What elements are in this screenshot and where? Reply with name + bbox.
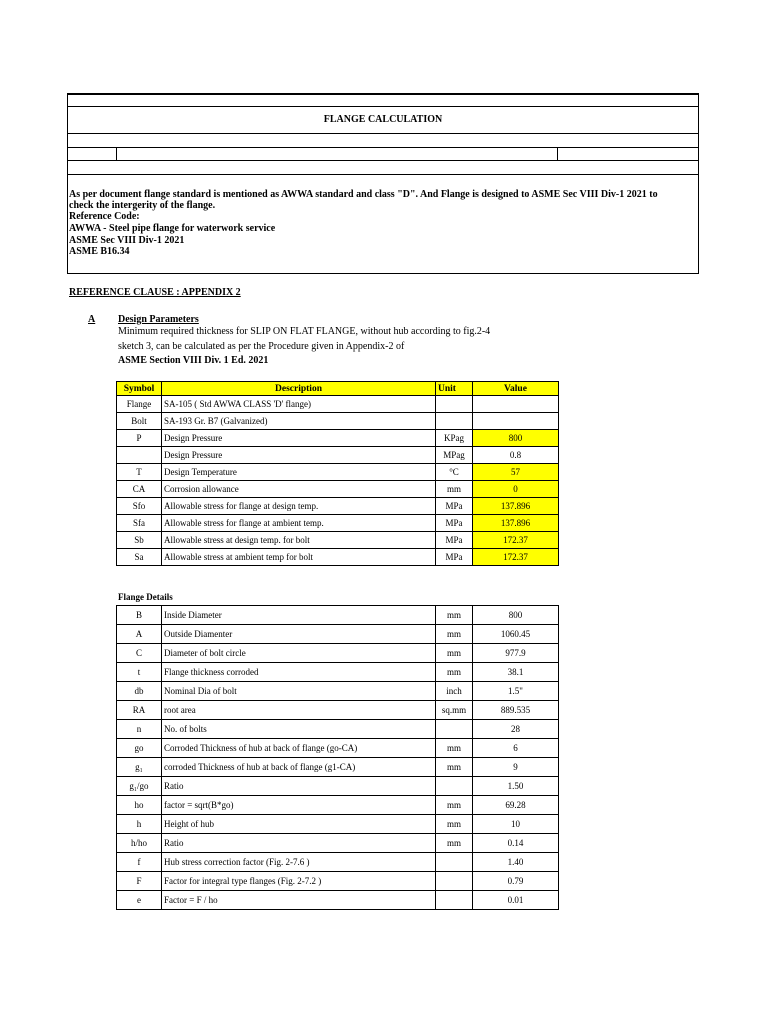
cell-description: Outside Diamenter (162, 625, 436, 644)
cell-description: Allowable stress for flange at design temp. (162, 498, 436, 515)
cell-value: 800 (473, 606, 559, 625)
table-row (117, 549, 559, 566)
table-row (117, 701, 559, 720)
cell-symbol: RA (117, 701, 162, 720)
table-row (117, 625, 559, 644)
cell-description: factor = sqrt(B*go) (162, 796, 436, 815)
cell-value: 0.8 (473, 447, 559, 464)
reference-clause: REFERENCE CLAUSE : APPENDIX 2 (69, 287, 241, 298)
cell-value: 38.1 (473, 663, 559, 682)
cell-description: Factor for integral type flanges (Fig. 2-7.2 ) (162, 872, 436, 891)
cell-value: 6 (473, 739, 559, 758)
cell-symbol: go (117, 739, 162, 758)
cell-value: 889.535 (473, 701, 559, 720)
cell-unit: mm (436, 606, 473, 625)
cell-unit (436, 853, 473, 872)
section-text-2: sketch 3, can be calculated as per the Procedure given in Appendix-2 of (118, 341, 405, 352)
cell-value: 137.896 (473, 515, 559, 532)
table-row (117, 739, 559, 758)
cell-symbol: P (117, 430, 162, 447)
table-row (117, 644, 559, 663)
cell-unit: mm (436, 739, 473, 758)
cell-symbol: n (117, 720, 162, 739)
cell-value: 69.28 (473, 796, 559, 815)
page-title: FLANGE CALCULATION (323, 114, 443, 125)
intro-line-1: As per document flange standard is mentioned as AWWA standard and class "D". And Flange is designed to ASME Sec VIII Div-1 2021 to (69, 189, 658, 200)
cell-value: 0.14 (473, 834, 559, 853)
frame-line-2 (67, 133, 699, 134)
table-row (117, 796, 559, 815)
cell-unit: sq.mm (436, 701, 473, 720)
table-row (117, 891, 559, 910)
cell-symbol: T (117, 464, 162, 481)
cell-unit: mm (436, 834, 473, 853)
frame-line-1 (67, 106, 699, 107)
flange-details-label: Flange Details (118, 592, 173, 602)
reference-code-1: AWWA - Steel pipe flange for waterwork service (69, 223, 276, 234)
cell-unit: mm (436, 815, 473, 834)
cell-value: 1.5" (473, 682, 559, 701)
cell-symbol: h/ho (117, 834, 162, 853)
cell-unit: MPa (436, 532, 473, 549)
cell-value: 0.79 (473, 872, 559, 891)
frame-line-4 (67, 160, 699, 161)
cell-unit: inch (436, 682, 473, 701)
section-text-1: Minimum required thickness for SLIP ON FLAT FLANGE, without hub according to fig.2-4 (118, 326, 491, 337)
cell-value: 1.50 (473, 777, 559, 796)
cell-symbol: C (117, 644, 162, 663)
frame-line-6 (67, 273, 699, 274)
table-row (117, 682, 559, 701)
cell-value: 172.37 (473, 549, 559, 566)
cell-symbol: e (117, 891, 162, 910)
cell-description: Corroded Thickness of hub at back of flange (go-CA) (162, 739, 436, 758)
reference-code-label: Reference Code: (69, 211, 140, 222)
cell-unit: mm (436, 796, 473, 815)
cell-value: 57 (473, 464, 559, 481)
section-letter: A (88, 314, 96, 325)
cell-unit (436, 413, 473, 430)
table-row (117, 447, 559, 464)
table-row (117, 663, 559, 682)
table-row (117, 464, 559, 481)
cell-description: corroded Thickness of hub at back of flange (g1-CA) (162, 758, 436, 777)
cell-symbol: g₁/go (117, 777, 162, 796)
cell-description: Flange thickness corroded (162, 663, 436, 682)
cell-description: Nominal Dia of bolt (162, 682, 436, 701)
cell-value (473, 396, 559, 413)
cell-description: Ratio (162, 777, 436, 796)
cell-unit: mm (436, 481, 473, 498)
cell-unit: MPag (436, 447, 473, 464)
cell-description: Design Temperature (162, 464, 436, 481)
frame-top (67, 93, 699, 95)
cell-symbol: Sa (117, 549, 162, 566)
cell-description: Corrosion allowance (162, 481, 436, 498)
section-heading: Design Parameters (118, 314, 199, 325)
cell-symbol: Sb (117, 532, 162, 549)
cell-symbol: db (117, 682, 162, 701)
cell-symbol: Sfo (117, 498, 162, 515)
cell-symbol: f (117, 853, 162, 872)
cell-symbol (117, 447, 162, 464)
cell-value (473, 413, 559, 430)
cell-description: Allowable stress for flange at ambient temp. (162, 515, 436, 532)
cell-value: 0.01 (473, 891, 559, 910)
table-row (117, 720, 559, 739)
cell-unit: KPag (436, 430, 473, 447)
cell-description: Design Pressure (162, 447, 436, 464)
table-row (117, 413, 559, 430)
cell-unit: MPa (436, 498, 473, 515)
header-description: Description (162, 382, 436, 396)
cell-description: root area (162, 701, 436, 720)
header-symbol: Symbol (117, 382, 162, 396)
table-row (117, 872, 559, 891)
table-row (117, 515, 559, 532)
table-row (117, 532, 559, 549)
cell-symbol: g₁ (117, 758, 162, 777)
cell-description: Diameter of bolt circle (162, 644, 436, 663)
frame-line-3 (67, 147, 699, 148)
cell-symbol: ho (117, 796, 162, 815)
cell-value: 172.37 (473, 532, 559, 549)
cell-symbol: Flange (117, 396, 162, 413)
cell-symbol: B (117, 606, 162, 625)
cell-description: Allowable stress at design temp. for bolt (162, 532, 436, 549)
cell-value: 977.9 (473, 644, 559, 663)
cell-unit (436, 872, 473, 891)
cell-symbol: CA (117, 481, 162, 498)
cell-symbol: t (117, 663, 162, 682)
table-row (117, 396, 559, 413)
cell-value: 1.40 (473, 853, 559, 872)
cell-unit: mm (436, 625, 473, 644)
header-value: Value (473, 382, 559, 396)
cell-value: 28 (473, 720, 559, 739)
cell-value: 800 (473, 430, 559, 447)
cell-symbol: A (117, 625, 162, 644)
cell-description: SA-105 ( Std AWWA CLASS 'D' flange) (162, 396, 436, 413)
frame-line-5 (67, 174, 699, 175)
table-row (117, 834, 559, 853)
cell-unit (436, 777, 473, 796)
cell-symbol: Bolt (117, 413, 162, 430)
cell-description: SA-193 Gr. B7 (Galvanized) (162, 413, 436, 430)
cell-description: Ratio (162, 834, 436, 853)
cell-description: Allowable stress at ambient temp for bolt (162, 549, 436, 566)
cell-description: Inside Diameter (162, 606, 436, 625)
cell-unit: °C (436, 464, 473, 481)
table-row (117, 777, 559, 796)
section-text-3: ASME Section VIII Div. 1 Ed. 2021 (118, 355, 269, 366)
cell-value: 9 (473, 758, 559, 777)
cell-value: 10 (473, 815, 559, 834)
cell-description: No. of bolts (162, 720, 436, 739)
cell-symbol: h (117, 815, 162, 834)
frame-div-2 (557, 147, 558, 160)
cell-description: Design Pressure (162, 430, 436, 447)
reference-code-2: ASME Sec VIII Div-1 2021 (69, 235, 185, 246)
cell-symbol: F (117, 872, 162, 891)
cell-unit: mm (436, 663, 473, 682)
table-row (117, 758, 559, 777)
cell-unit (436, 720, 473, 739)
intro-line-2: check the intergerity of the flange. (69, 200, 216, 211)
cell-value: 0 (473, 481, 559, 498)
cell-value: 1060.45 (473, 625, 559, 644)
cell-value: 137.896 (473, 498, 559, 515)
table-row (117, 430, 559, 447)
cell-description: Hub stress correction factor (Fig. 2-7.6 ) (162, 853, 436, 872)
table-row (117, 815, 559, 834)
flange-details-table (116, 605, 559, 910)
frame-div-1 (116, 147, 117, 160)
cell-description: Height of hub (162, 815, 436, 834)
cell-unit (436, 891, 473, 910)
cell-unit (436, 396, 473, 413)
cell-unit: mm (436, 758, 473, 777)
design-table-header (117, 382, 559, 396)
table-row (117, 853, 559, 872)
table-row (117, 606, 559, 625)
cell-unit: MPa (436, 549, 473, 566)
header-unit: Unit (436, 382, 473, 396)
reference-code-3: ASME B16.34 (69, 246, 130, 257)
cell-symbol: Sfa (117, 515, 162, 532)
table-row (117, 481, 559, 498)
design-parameters-table (116, 381, 559, 566)
table-row (117, 498, 559, 515)
cell-unit: MPa (436, 515, 473, 532)
cell-unit: mm (436, 644, 473, 663)
cell-description: Factor = F / ho (162, 891, 436, 910)
